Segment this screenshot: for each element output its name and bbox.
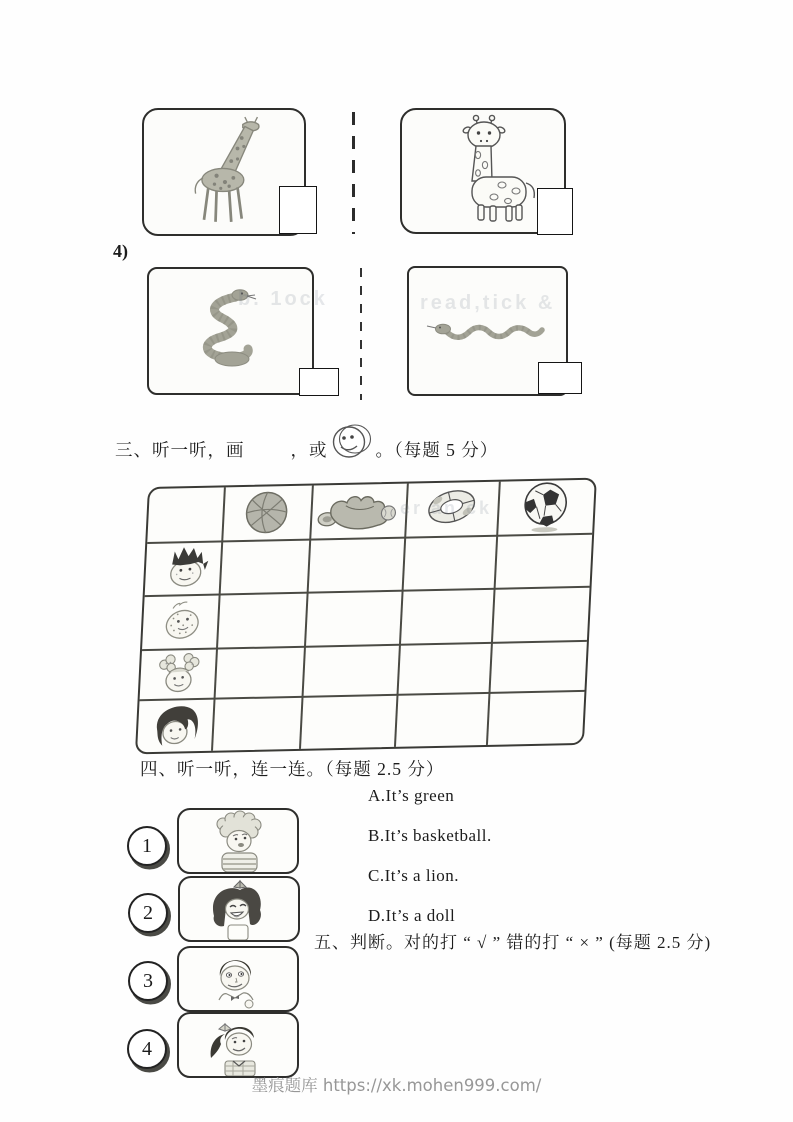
answer-box[interactable] — [279, 186, 317, 234]
section4-heading: 四、听一听，连一连。（每题 2.5 分） — [140, 759, 445, 779]
bleed-through-text: b. 1ock — [238, 288, 328, 310]
option-d[interactable]: D.It’s a doll — [368, 906, 456, 925]
option-c[interactable]: C.It’s a lion. — [368, 866, 460, 885]
item-circle-4 — [127, 1029, 167, 1069]
grid-line — [299, 486, 313, 749]
baseball-glove-image — [315, 491, 401, 533]
answer-box[interactable] — [299, 368, 339, 396]
giraffe-photo-image — [166, 115, 286, 225]
grid-line — [145, 586, 590, 597]
item-circle-1 — [127, 826, 167, 866]
kid-curly-hair-image — [179, 810, 297, 872]
girl-ponytail-image — [179, 1014, 297, 1076]
grid-line — [211, 487, 225, 750]
answer-grid[interactable] — [135, 478, 597, 755]
cut-dashed-line — [360, 268, 362, 400]
grid-line — [486, 482, 500, 745]
item-number: 3 — [143, 969, 153, 992]
grid-line — [147, 533, 592, 544]
boy-dark-hair-image — [179, 948, 297, 1010]
item-circle-3 — [128, 961, 168, 1001]
grid-line — [140, 690, 585, 701]
soccer-ball-image — [520, 480, 571, 533]
section5-heading: 五、判断。对的打 “ √ ” 错的打 “ × ” (每题 2.5 分) — [314, 933, 712, 952]
girl-dark-hair-image — [148, 699, 202, 750]
giraffe-cartoon-image — [406, 113, 556, 227]
picture-card-giraffe-photo — [142, 108, 306, 236]
grid-line — [142, 640, 587, 651]
girl-with-bows-image — [154, 648, 204, 699]
item-number-label: 4) — [113, 241, 128, 261]
basketball-image — [242, 489, 290, 536]
bleed-through-text: read,tick & — [420, 292, 556, 314]
option-b[interactable]: B.It’s basketball. — [368, 826, 492, 845]
smiley-face-icon — [328, 420, 376, 462]
section3-heading-pre: 三、听一听，画 — [115, 439, 245, 460]
section3-heading-post: 。（每题 5 分） — [375, 439, 499, 460]
section3-heading-mid: ，或 — [290, 439, 328, 460]
bleed-through-text: er an ck — [400, 498, 493, 518]
item-number: 1 — [142, 834, 152, 857]
section3-heading — [115, 430, 498, 468]
item-number: 4 — [142, 1037, 152, 1060]
option-a[interactable]: A.It’s green — [368, 786, 455, 805]
site-watermark: 墨痕题库 https://xk.mohen999.com/ — [251, 1076, 542, 1095]
answer-box[interactable] — [538, 362, 582, 394]
girl-curly-bow-image — [180, 878, 298, 940]
answer-box[interactable] — [537, 188, 573, 235]
boy-spiky-hair-image — [159, 543, 213, 592]
picture-card-snake-coiled — [147, 267, 314, 395]
match-card-girl-ponytail[interactable] — [177, 1012, 299, 1078]
match-card-boy-dark[interactable] — [177, 946, 299, 1012]
freckled-child-image — [157, 597, 207, 646]
picture-card-snake-crawling — [407, 266, 568, 396]
item-circle-2 — [128, 893, 168, 933]
item-number: 2 — [143, 901, 153, 924]
picture-card-giraffe-cartoon — [400, 108, 566, 234]
cut-dashed-line — [352, 112, 355, 234]
match-card-kid-curly[interactable] — [177, 808, 299, 874]
match-card-girl-bow[interactable] — [178, 876, 300, 942]
